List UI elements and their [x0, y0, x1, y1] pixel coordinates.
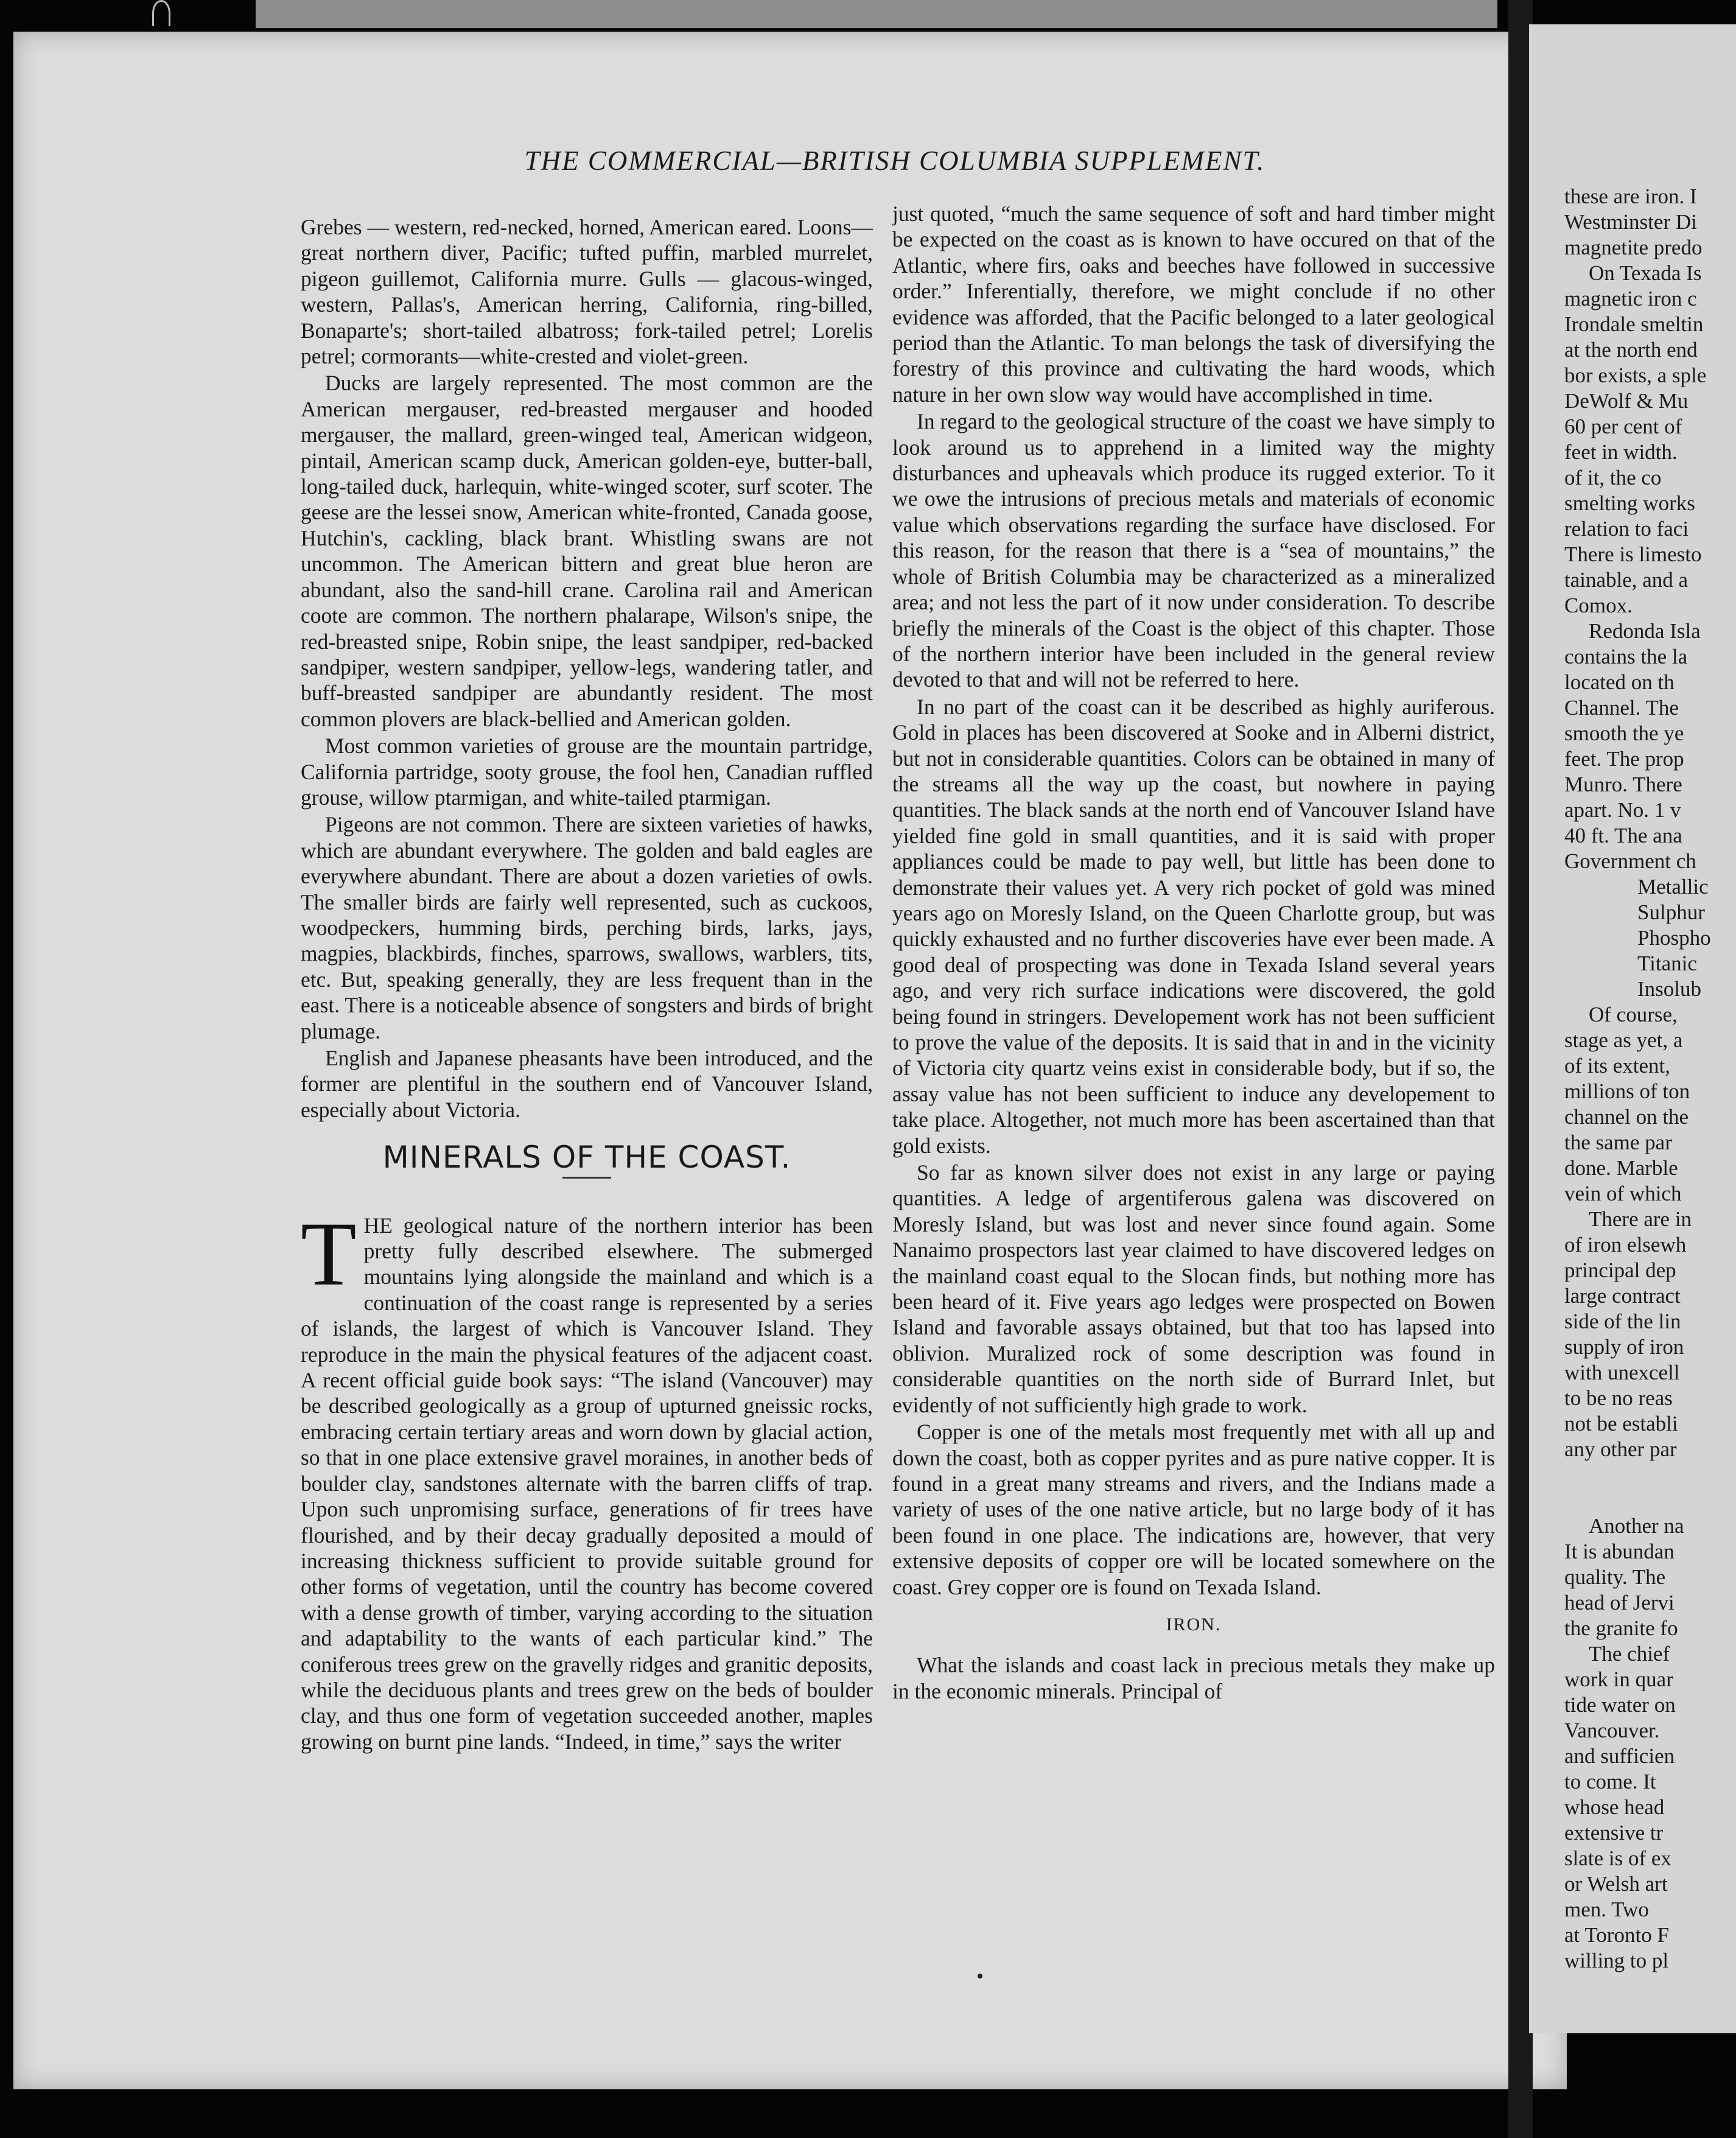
drop-cap: T — [301, 1203, 357, 1305]
text-line: any other par — [1564, 1437, 1677, 1461]
text-line: feet. The prop — [1564, 747, 1684, 771]
text-line: It is abundan — [1564, 1540, 1675, 1563]
text-line: or Welsh art — [1564, 1872, 1668, 1896]
paragraph-structure: In regard to the geological structure of the coast we have simply to look around us to apprehend in a limited way the mighty disturbances and upheavals which produce its rugged exterior. To it we owe the intrusions of precious metals and materials of economic value which observations regarding the surface have disclosed. For this reason, for the reason that there is a “sea of mountains,” the whole of British Columbia may be characterized as a mineralized area; and not less the part of it now under consideration. To describe briefly the minerals of the Coast is the object of this chapter. Those of the northern interior have been included in the general review devoted to that and will not be referred to here. — [892, 409, 1495, 692]
text-line: smooth the ye — [1564, 721, 1684, 745]
text-line: Comox. — [1564, 594, 1633, 617]
text-line: Channel. The — [1564, 696, 1679, 720]
text-line: the same par — [1564, 1130, 1672, 1154]
text-line: to be no reas — [1564, 1386, 1673, 1410]
text-line: tide water on — [1564, 1693, 1676, 1717]
text-line: feet in width. — [1564, 440, 1678, 464]
text-line: magnetic iron c — [1564, 287, 1697, 310]
text-line: Westminster Di — [1564, 210, 1697, 234]
text-line: done. Marble — [1564, 1156, 1678, 1180]
text-line: head of Jervi — [1564, 1591, 1675, 1614]
text-line: Sulphur — [1637, 900, 1705, 924]
column-right-cropped — [1564, 184, 1736, 1974]
adjacent-page-edge-top — [256, 0, 1497, 28]
text-line: to come. It — [1564, 1770, 1656, 1793]
text-line: stage as yet, a — [1564, 1028, 1683, 1052]
paragraph-timber: just quoted, “much the same sequence of soft and hard timber might be expected on the coast as is known to have occured on that of the Atlantic, where firs, oaks and beeches have followed in successive order.” Inferentially, therefore, we might conclude if no other evidence was afforded, that the Pacific belonged to a later geological period than the Atlantic. To man belongs the task of diversifying the forestry of this province and cultivating the hard woods, which nature in her own slow way would have accomplished in time. — [892, 202, 1495, 407]
page-mark — [978, 1974, 982, 1979]
paragraph-water-birds: Grebes — western, red-necked, horned, American eared. Loons—great northern diver, Pacific; tufted puffin, marbled murrelet, pigeon guillemot, California murre. Gulls — glacous-winged, western, Pallas's, American herring, California, ring-billed, Bonaparte's; short-tailed albatross; fork-tailed petrel; Lorelis petrel; cormorants—white-crested and violet-green. — [301, 215, 873, 369]
paragraph-pheasants: English and Japanese pheasants have been introduced, and the former are plentiful in the southern end of Vancouver Island, especially about Victoria. — [301, 1046, 873, 1122]
text-line: 60 per cent of — [1564, 415, 1682, 438]
text-line: Metallic — [1637, 875, 1709, 899]
paragraph-pigeons: Pigeons are not common. There are sixteen varieties of hawks, which are abundant everywhere. The golden and bald eagles are everywhere abundant. There are about a dozen varieties of owls. The smaller birds are fairly well represented, such as cuckoos, woodpeckers, humming birds, perching birds, larks, jays, magpies, blackbirds, finches, sparrows, swallows, warblers, tits, etc. But, speaking generally, they are less frequent than in the east. There is a noticeable absence of songsters and birds of bright plumage. — [301, 812, 873, 1043]
text-line: DeWolf & Mu — [1564, 389, 1689, 413]
text-line: located on th — [1564, 670, 1675, 694]
text-line: principal dep — [1564, 1258, 1676, 1282]
text-line: The chief — [1589, 1642, 1670, 1666]
text-line: slate is of ex — [1564, 1846, 1671, 1870]
text-line: with unexcell — [1564, 1361, 1680, 1384]
text-line: side of the lin — [1564, 1309, 1681, 1333]
text-line: relation to faci — [1564, 517, 1689, 541]
paragraph-geology — [301, 1203, 873, 1755]
text-line: work in quar — [1564, 1667, 1673, 1691]
text-line: Munro. There — [1564, 773, 1682, 796]
text-line — [1564, 1462, 1736, 1488]
text-line: channel on the — [1564, 1105, 1689, 1129]
text-line: large contract — [1564, 1284, 1681, 1308]
text-line: Another na — [1589, 1514, 1684, 1538]
text-line: the granite fo — [1564, 1616, 1678, 1640]
column-middle — [892, 201, 1495, 1705]
paragraph-iron: What the islands and coast lack in precious metals they make up in the economic minerals. Principal of — [892, 1653, 1495, 1703]
text-line: contains the la — [1564, 645, 1688, 668]
text-line: these are iron. I — [1564, 184, 1697, 208]
text-line: Government ch — [1564, 849, 1696, 873]
text-line: Redonda Isla — [1589, 619, 1701, 643]
paragraph-ducks: Ducks are largely represented. The most common are the American mergauser, red-breasted mergauser and hooded mergauser, the mallard, green-winged teal, American widgeon, pintail, American scamp duck, American golden-eye, butter-ball, long-tailed duck, harlequin, white-winged scoter, surf scoter. The geese are the lessei snow, American white-fronted, Canada goose, Hutchin's, cackling, black brant. Whistling swans are not uncommon. The American bittern and great blue heron are abundant, also the sand-hill crane. Carolina rail and American coote are common. The northern phalarape, Wilson's snipe, the red-breasted snipe, Robin snipe, the least sandpiper, red-backed sandpiper, western sandpiper, yellow-legs, wandering tatler, and buff-breasted sandpiper are abundantly resident. The most common plovers are black-bellied and American golden. — [301, 371, 873, 731]
running-header: THE COMMERCIAL—BRITISH COLUMBIA SUPPLEMENT. — [524, 145, 1265, 176]
text-line: Titanic — [1637, 952, 1697, 975]
text-line: of iron elsewh — [1564, 1233, 1687, 1257]
text-line: whose head — [1564, 1795, 1665, 1819]
text-line: vein of which — [1564, 1182, 1682, 1205]
text-line: tainable, and a — [1564, 568, 1689, 592]
text-line: at the north end — [1564, 338, 1698, 362]
text-line: Of course, — [1589, 1003, 1678, 1026]
paragraph-silver: So far as known silver does not exist in any large or paying quantities. A ledge of argentiferous galena was discovered on Moresly Island, but was lost and never since found again. Some Nanaimo prospectors last year claimed to have discovered ledges on the mainland coast equal to the Slocan finds, but nothing more has been heard of it. Five years ago ledges were prospected on Bowen Island and favorable assays obtained, but that too has lapsed into oblivion. Muralized rock of some description was found in considerable quantities on the north side of Burrard Inlet, but evidently of not sufficiently high grade to work. — [892, 1160, 1495, 1417]
column-left — [301, 214, 873, 1756]
paragraph-grouse: Most common varieties of grouse are the mountain partridge, California partridge, sooty grouse, the fool hen, Canadian ruffled grouse, willow ptarmigan, and white-tailed ptarmigan. — [301, 734, 873, 810]
text-line: apart. No. 1 v — [1564, 798, 1681, 822]
text-line: 40 ft. The ana — [1564, 824, 1682, 847]
text-line: smelting works — [1564, 491, 1695, 515]
scan-artifact — [152, 0, 170, 26]
text-line: of its extent, — [1564, 1054, 1670, 1078]
text-line: There are in — [1589, 1207, 1692, 1231]
text-line: Insolub — [1637, 977, 1701, 1001]
text-line: magnetite predo — [1564, 236, 1703, 259]
text-line: On Texada Is — [1589, 261, 1702, 285]
text-line: supply of iron — [1564, 1335, 1684, 1359]
text-line: extensive tr — [1564, 1821, 1664, 1845]
text-line: willing to pl — [1564, 1949, 1669, 1972]
text-line: Irondale smeltin — [1564, 312, 1704, 336]
text-line — [1564, 1488, 1736, 1513]
section-title: MINERALS OF THE COAST. — [382, 1140, 791, 1176]
text-line: Phospho — [1637, 926, 1711, 950]
text-line: men. Two — [1564, 1898, 1649, 1921]
text-line: There is limesto — [1564, 542, 1702, 566]
text-line: and sufficien — [1564, 1744, 1675, 1768]
paragraph-geology-text: HE geological nature of the northern interior has been pretty fully described elsewhere. The submerged mountains lying alongside the mainland and which is a continuation of the coast range is represented by a series of islands, the largest of which is Vancouver Island. They reproduce in the main the physical features of the adjacent coast. A recent official guide book says: “The island (Vancouver) may be described geologically as a group of upturned gneissic rocks, embracing certain tertiary areas and worn down by glacial action, so that in one place extensive gravel moraines, in another beds of boulder clay, sandstones alternate with the barren cliffs of trap. Upon such unpromising surface, generations of fir trees have flourished, and by their decay gradually deposited a mould of increasing thickness sufficient to provide suitable ground for other forms of vegetation, until the country has become covered with a dense growth of timber, varying according to the situation and adaptability to the wants of each particular kind.” The coniferous trees grew on the gravelly ridges and granitic deposits, while the deciduous plants and trees grew on the beds of boulder clay, and thus one form of vegetation succeeded another, maples growing on burnt pine lands. “Indeed, in time,” says the writer — [301, 1213, 873, 1754]
text-line: at Toronto F — [1564, 1923, 1669, 1947]
section-rule — [562, 1177, 611, 1179]
text-line: not be establi — [1564, 1412, 1678, 1435]
paragraph-gold: In no part of the coast can it be described as highly auriferous. Gold in places has been discovered at Sooke and in Alberni district, but not in considerable quantities. Colors can be obtained in many of the streams all the way up the coast, but nowhere in paying quantities. The black sands at the north end of Vancouver Island have yielded fine gold in small quantities, and it is said with proper appliances could be made to pay well, but little has been done to demonstrate their values yet. A very rich pocket of gold was mined years ago on Moresly Island, on the Queen Charlotte group, but was quickly exhausted and no further discoveries have ever been made. A good deal of prospecting was done in Texada Island several years ago, and very rich surface indications were discovered, the gold being found in stringers. Developement work has not been sufficient to prove the value of the deposits. It is said that in and in the vicinity of Victoria city quartz veins exist in considerable body, but if so, the assay value has not been sufficient to induce any developement to take place. Altogether, not much more has been ascertained than that gold exists. — [892, 694, 1495, 1158]
text-line: bor exists, a sple — [1564, 363, 1707, 387]
text-line: of it, the co — [1564, 466, 1662, 489]
paragraph-copper: Copper is one of the metals most frequently met with all up and down the coast, both as copper pyrites and as pure native copper. It is found in a great many streams and rivers, and the Indians made a variety of uses of the one native article, but no large body of it has been found in one place. The indications are, however, that very extensive deposits of copper ore will be located somewhere on the coast. Grey copper ore is found on Texada Island. — [892, 1420, 1495, 1599]
subhead-iron: IRON. — [1166, 1614, 1222, 1635]
text-line: millions of ton — [1564, 1079, 1690, 1103]
text-line: Vancouver. — [1564, 1719, 1660, 1742]
text-line: quality. The — [1564, 1565, 1666, 1589]
